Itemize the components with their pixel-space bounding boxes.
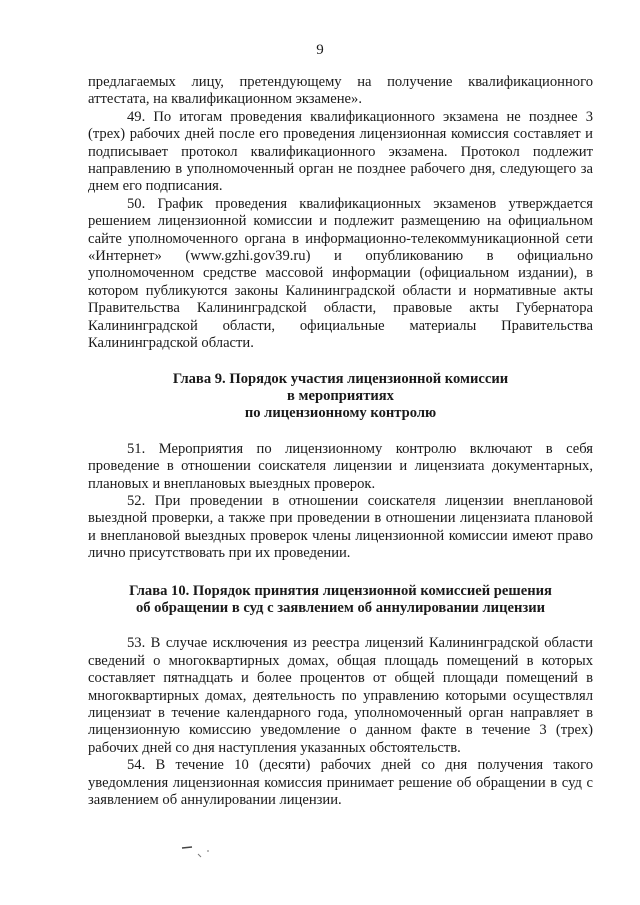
- chapter-9-heading: [88, 371, 593, 423]
- chapter-10-heading-line-1: Глава 10. Порядок принятия лицензионной комиссией решения: [129, 582, 552, 599]
- paragraph-51: 51. Мероприятия по лицензионному контролю включают в себя проведение в отношении соискателя лицензии и лицензиата документарных, плановых и внеплановых выездных проверок.: [88, 440, 593, 492]
- chapter-10-heading-line-2: об обращении в суд с заявлением об аннулировании лицензии: [135, 599, 546, 616]
- document-body: [88, 74, 593, 809]
- chapter-9-heading-line-1: Глава 9. Порядок участия лицензионной комиссии: [172, 370, 509, 387]
- paragraph-53: 53. В случае исключения из реестра лицензий Калининградской области сведений о многоквартирных домах, общая площадь помещений в которых составляет пятнадцать и более процентов от общей площади помещений в многоквартирных домах, деятельность по управлению которыми осуществлял лицензиат в течение календарного года, уполномоченный орган направляет в лицензионную комиссию уведомление о данном факте в течение 3 (трех) рабочих дней со дня наступления указанных обстоятельств.: [88, 635, 593, 756]
- paragraph-50: 50. График проведения квалификационных экзаменов утверждается решением лицензионной комиссии и подлежит размещению на официальном сайте уполномоченного органа в информационно-телекоммуникационной сети «Интернет» (www.gzhi.gov39.ru) и опубликованию в официально уполномоченном средстве массовой информации (официальном издании), в котором публикуются законы Калининградской области и нормативные акты Правительства Калининградской области, правовые акты Губернатора Калининградской области, официальные материалы Правительства Калининградской области.: [88, 195, 593, 352]
- paragraph-49: 49. По итогам проведения квалификационного экзамена не позднее 3 (трех) рабочих дней после его проведения лицензионная комиссия составляет и подписывает протокол квалификационного экзамена. Протокол подлежит направлению в уполномоченный орган не позднее рабочего дня, следующего за днем его подписания.: [88, 108, 593, 195]
- page-number: 9: [316, 42, 324, 58]
- scan-speck-mark: [180, 842, 220, 862]
- chapter-10-heading: [88, 583, 593, 618]
- paragraph-54: 54. В течение 10 (десяти) рабочих дней со дня получения такого уведомления лицензионная комиссия принимает решение об обращении в суд с заявлением об аннулировании лицензии.: [88, 757, 593, 809]
- chapter-9-heading-line-2: в мероприятиях: [287, 387, 394, 404]
- paragraph-48-continuation: предлагаемых лицу, претендующему на получение квалификационного аттестата, на квалификационном экзамене».: [88, 74, 593, 108]
- paragraph-52: 52. При проведении в отношении соискателя лицензии внеплановой выездной проверки, а также при проведении в отношении лицензиата плановой и внеплановой выездных проверок члены лицензионной комиссии имеют право лично присутствовать при их проведении.: [88, 492, 593, 562]
- chapter-9-heading-line-3: по лицензионному контролю: [244, 405, 437, 422]
